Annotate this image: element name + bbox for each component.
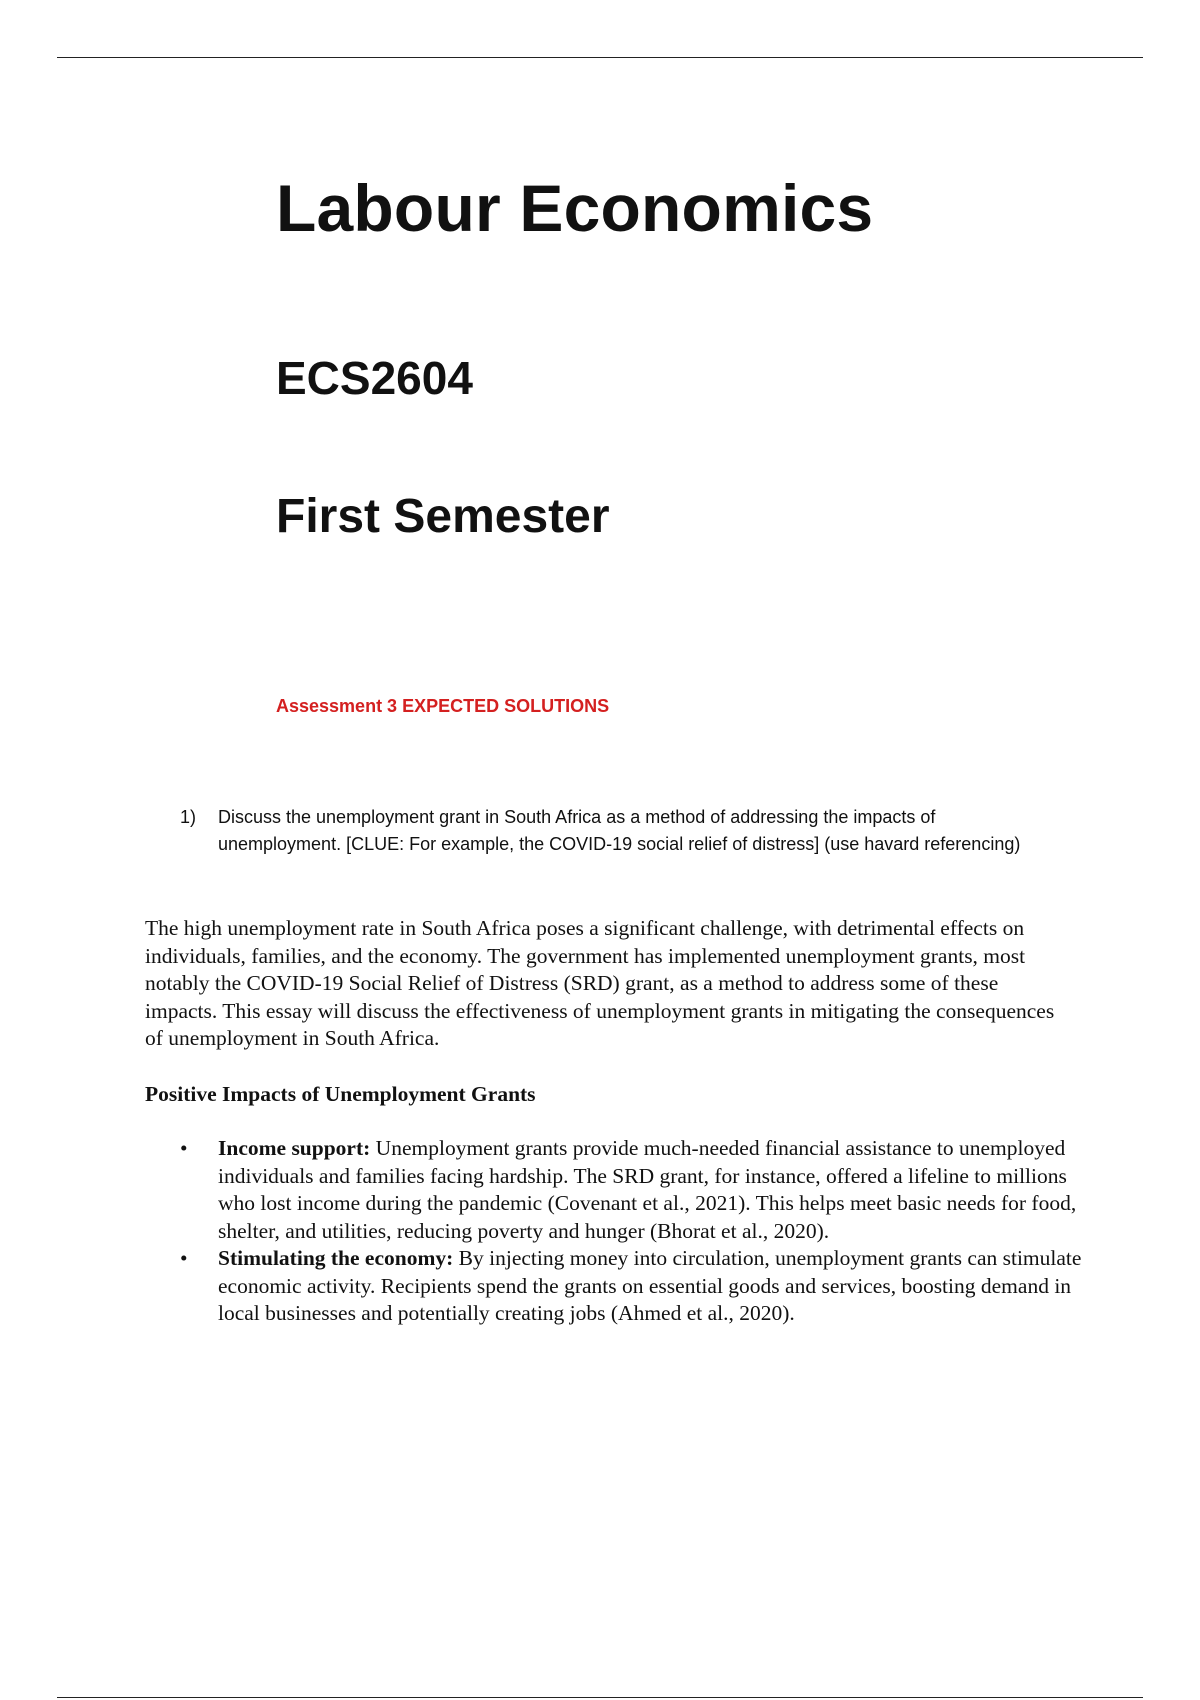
intro-paragraph: The high unemployment rate in South Africa poses a significant challenge, with detrimental effects on individuals, families, and the economy. The government has implemented unemployment grants, most notably the COVID-19 Social Relief of Distress (SRD) grant, as a method to address some of these impacts. This essay will discuss the effectiveness of unemployment grants in mitigating the consequences of unemployment in South Africa. bbox=[145, 916, 1055, 1050]
document-title: Labour Economics bbox=[276, 171, 874, 245]
course-code: ECS2604 bbox=[276, 352, 473, 404]
bullet-icon: • bbox=[180, 1246, 188, 1270]
semester-heading: First Semester bbox=[276, 490, 610, 543]
list-item bbox=[180, 1135, 1085, 1245]
assessment-label: Assessment 3 EXPECTED SOLUTIONS bbox=[276, 696, 610, 716]
point-lead: Stimulating the economy: bbox=[218, 1246, 454, 1270]
top-rule bbox=[57, 57, 1143, 58]
question-number: 1) bbox=[180, 807, 197, 827]
impact-list bbox=[180, 1135, 1085, 1328]
section-heading: Positive Impacts of Unemployment Grants bbox=[145, 1082, 536, 1106]
bottom-rule bbox=[57, 1697, 1143, 1698]
point-text: Unemployment grants provide much-needed financial assistance to unemployed individuals and families facing hardship. The SRD grant, for instance, offered a lifeline to millions who lost income during the pandemic (Covenant et al., 2021). This helps meet basic needs for food, shelter, and utilities, reducing poverty and hunger (Bhorat et al., 2020). bbox=[218, 1136, 1077, 1243]
question-text: Discuss the unemployment grant in South Africa as a method of addressing the impacts of unemployment. [CLUE: For example, the COVID-19 social relief of distress] (use havard referencing) bbox=[218, 807, 1021, 854]
list-item bbox=[180, 1245, 1085, 1328]
point-lead: Income support: bbox=[218, 1136, 371, 1160]
bullet-icon: • bbox=[180, 1136, 188, 1160]
point-text: By injecting money into circulation, unemployment grants can stimulate economic activity. Recipients spend the grants on essential goods and services, boosting demand in local businesses and potentially creating jobs (Ahmed et al., 2020). bbox=[218, 1246, 1082, 1325]
question-1 bbox=[180, 804, 1040, 858]
